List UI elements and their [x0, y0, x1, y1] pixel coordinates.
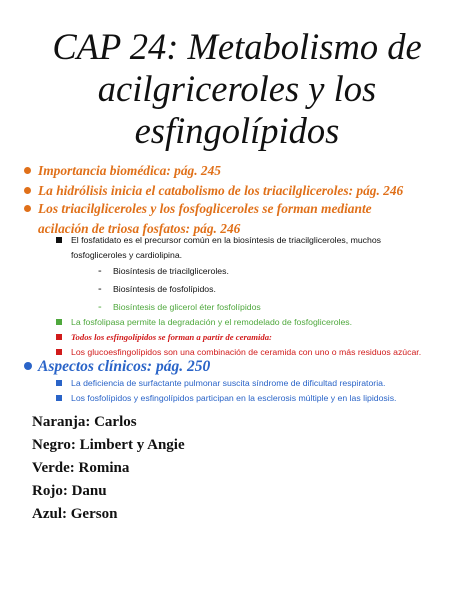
list-item-fosfolipasa: [71, 315, 456, 330]
list-item-label-continued: fosfogliceroles y cardiolipina.: [71, 250, 183, 260]
bullet-dot-icon: [24, 362, 32, 370]
sub-item-label: Biosíntesis de triacilgliceroles.: [113, 266, 229, 276]
list-item-label-continued: acilación de triosa fosfatos: pág. 246: [38, 220, 241, 236]
bullet-square-icon: [56, 349, 62, 355]
dash-icon: -: [98, 265, 102, 277]
title-line-3: esfingolípidos: [134, 110, 340, 151]
list-item-label: Importancia biomédica: pág. 245: [38, 163, 221, 178]
list-item-aspectos-clinicos: [38, 357, 458, 377]
sub-item-label: Biosíntesis de glicerol éter fosfolípidos: [113, 302, 261, 312]
dash-icon: -: [98, 301, 102, 313]
bullet-dot-icon: [24, 167, 31, 174]
sub-item-triacilgliceroles: [98, 264, 229, 278]
bullet-dot-icon: [24, 205, 31, 212]
list-item-label: El fosfatidato es el precursor común en la biosíntesis de triacilgliceroles, muchos: [71, 235, 382, 245]
list-item-label: Todos los esfingolípidos se forman a partir de ceramida:: [71, 332, 272, 342]
list-item-importancia: [38, 161, 458, 181]
bullet-square-icon: [56, 380, 62, 386]
list-item-hidrolisis: [38, 181, 458, 201]
title-line-1: CAP 24: Metabolismo de: [52, 26, 422, 67]
bullet-square-icon: [56, 237, 62, 243]
list-item-label: La fosfolipasa permite la degradación y el remodelado de fosfogliceroles.: [71, 317, 353, 327]
list-item-label: La hidrólisis inicia el catabolismo de los triacilgliceroles: pág. 246: [38, 183, 404, 198]
list-item-label: Los glucoesfingolípidos son una combinación de ceramida con uno o más residuos azúcar.: [71, 347, 422, 357]
list-item-label: La deficiencia de surfactante pulmonar suscita síndrome de dificultad respiratoria.: [71, 378, 386, 388]
team-negro: Negro: Limbert y Angie: [32, 437, 185, 453]
dash-icon: -: [98, 283, 102, 295]
list-item-esfingolipidos: [71, 330, 456, 345]
list-item-fosfatidato: [71, 233, 456, 263]
title-line-2: acilgriceroles y los: [97, 68, 377, 109]
bullet-square-icon: [56, 334, 62, 340]
team-azul: Azul: Gerson: [32, 506, 118, 522]
bullet-dot-icon: [24, 187, 31, 194]
team-rojo: Rojo: Danu: [32, 483, 107, 499]
list-item-label: Aspectos clínicos: pág. 250: [38, 358, 211, 375]
list-item-label: Los triacilgliceroles y los fosfogliceroles se forman mediante: [38, 201, 372, 216]
list-item-label: Los fosfolípidos y esfingolípidos participan en la esclerosis múltiple y en las lipidosis.: [71, 393, 397, 403]
team-naranja: Naranja: Carlos: [32, 414, 137, 430]
list-item-esclerosis: [71, 391, 456, 406]
bullet-square-icon: [56, 319, 62, 325]
sub-item-glicerol-eter: [98, 300, 261, 314]
list-item-surfactante: [71, 376, 456, 391]
bullet-square-icon: [56, 395, 62, 401]
page-title: [0, 26, 474, 152]
sub-item-label: Biosíntesis de fosfolípidos.: [113, 284, 216, 294]
team-verde: Verde: Romina: [32, 460, 130, 476]
sub-item-fosfolipidos: [98, 282, 216, 296]
